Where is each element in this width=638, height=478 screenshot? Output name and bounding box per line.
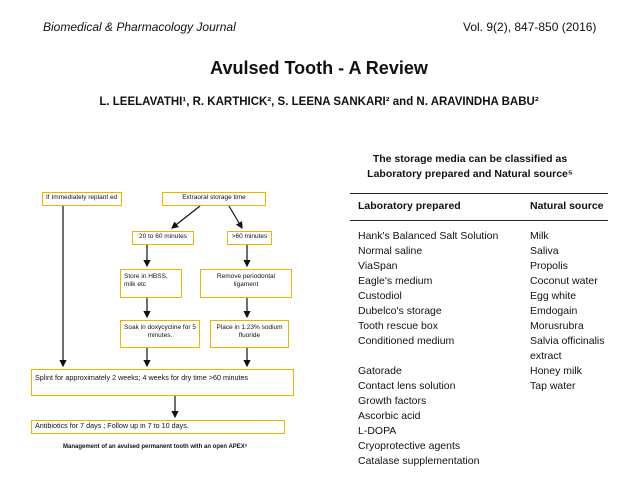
flowchart-caption: Management of an avulsed permanent tooth with an open APEX⁶ [63,444,248,450]
column-header-laboratory: Laboratory prepared [358,200,461,212]
list-item: Growth factors [358,395,427,407]
list-item: Ascorbic acid [358,410,421,422]
box-sodium-fluoride: Place in 1.23% sodium fluoride [210,320,289,348]
list-item: ViaSpan [358,260,398,272]
box-over-60-minutes: >60 minutes [227,231,272,245]
list-spacer [358,349,498,364]
laboratory-list [358,229,498,469]
table-header-rule [350,220,608,221]
list-item: Morusrubra [530,320,584,332]
box-immediate-replant: If Immediately replant ed [42,192,122,206]
list-item: Eagle's medium [358,275,433,287]
arrow-extraoral-to-long [229,206,242,228]
box-soak-doxycycline: Soak in doxycycline for 5 minutes. [120,320,200,348]
box-20-60-minutes: 20 to 60 minutes [132,231,194,245]
list-item: Coconut water [530,275,598,287]
list-item: Honey milk [530,365,582,377]
table-heading [350,152,590,182]
list-item: Catalase supplementation [358,455,480,467]
box-remove-pdl: Remove periodontal ligament [200,269,292,298]
table-heading-line2: Laboratory prepared and Natural source⁵ [367,168,573,180]
list-item: Saliva [530,245,559,257]
natural-list [530,229,605,394]
column-header-natural: Natural source [530,200,604,212]
box-store-hbss: Store in HBSS, milk etc [120,269,182,298]
volume-info: Vol. 9(2), 847-850 (2016) [463,20,597,34]
box-splint: Splint for approximately 2 weeks; 4 weeks for dry time >60 minutes [31,369,294,396]
list-item: Gatorade [358,365,402,377]
list-item: Dubelco's storage [358,305,442,317]
list-item: Contact lens solution [358,380,456,392]
list-item: Tooth rescue box [358,320,438,332]
table-heading-line1: The storage media can be classified as [372,153,568,165]
list-item: Emdogain [530,305,578,317]
box-antibiotics: Antibiotics for 7 days ; Follow up in 7 to 10 days. [31,420,285,434]
list-item: Egg white [530,290,577,302]
list-item: Salvia officinalis [530,335,605,347]
list-item: Conditioned medium [358,335,455,347]
list-item: Normal saline [358,245,423,257]
list-item: extract [530,350,562,362]
list-item: Hank's Balanced Salt Solution [358,230,499,242]
list-item: Propolis [530,260,568,272]
box-extraoral-time: Extraoral storage time [162,192,266,206]
table-top-rule [350,193,608,194]
list-item: Tap water [530,380,576,392]
list-item: Milk [530,230,549,242]
article-authors: L. LEELAVATHI¹, R. KARTHICK², S. LEENA SANKARI² and N. ARAVINDHA BABU² [99,96,539,108]
article-title: Avulsed Tooth - A Review [210,58,428,78]
journal-name: Biomedical & Pharmacology Journal [43,20,236,34]
list-item: Custodiol [358,290,402,302]
arrow-extraoral-to-short [172,206,200,228]
list-item: Cryoprotective agents [358,440,461,452]
list-item: L-DOPA [358,425,397,437]
